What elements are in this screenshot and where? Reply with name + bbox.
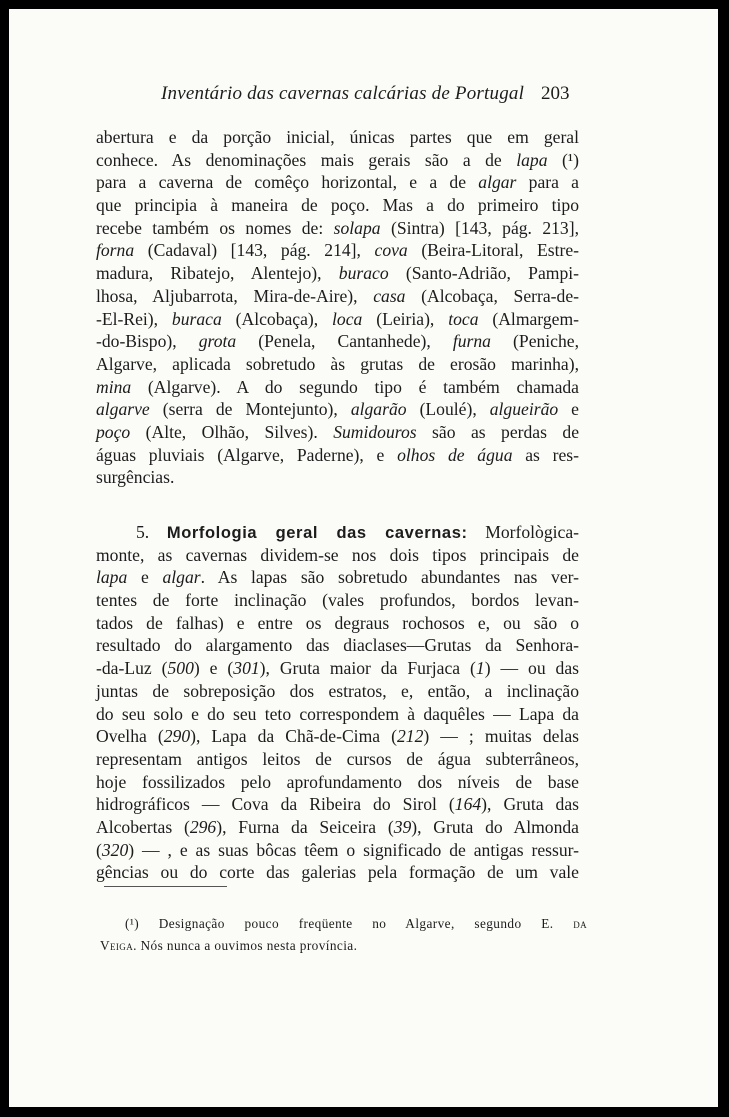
footnote-marker: (¹) (125, 916, 140, 931)
text-line: Ovelha (290), Lapa da Chã-de-Cima (212) — ; muitas delas (96, 726, 579, 747)
section-heading-line: 5. Morfologia geral das cavernas: Morfològica- (136, 522, 580, 542)
text-line: hoje fossilizados pelo aprofundamento dos níveis de base (96, 771, 579, 792)
running-header (9, 83, 718, 107)
text-line: (320) — , e as suas bôcas têem o significado de antigas ressur- (96, 839, 579, 860)
footnote-rule (104, 886, 227, 887)
paragraph-denominations (96, 126, 579, 489)
text-line: águas pluviais (Algarve, Paderne), e olhos de água as res- (96, 444, 579, 465)
text-line: Algarve, aplicada sobretudo às grutas de erosão marinha), (96, 353, 579, 374)
text-line: poço (Alte, Olhão, Silves). Sumidouros são as perdas de (96, 421, 579, 442)
text-line: tados de falhas) e entre os degraus rochosos e, ou são o (96, 612, 579, 633)
text-line: surgências. (96, 467, 175, 488)
text-line: conhece. As denominações mais gerais são a de lapa (¹) (96, 149, 579, 170)
section-morphology (96, 521, 579, 884)
footnote-line: (¹) Designação pouco freqüente no Algarve, segundo E. da (125, 916, 587, 931)
footnote (100, 913, 587, 957)
section-heading: Morfologia geral das cavernas: (166, 524, 468, 542)
text-line: -da-Luz (500) e (301), Gruta maior da Furjaca (1) — ou das (96, 658, 579, 679)
text-line: gências ou do corte das galerias pela formação de um vale (96, 862, 579, 883)
text-line: -do-Bispo), grota (Penela, Cantanhede), furna (Peniche, (96, 331, 579, 352)
text-line: tentes de forte inclinação (vales profundos, bordos levan- (96, 590, 579, 611)
text-line: madura, Ribatejo, Alentejo), buraco (Santo-Adrião, Pampi- (96, 263, 579, 284)
text-line: lhosa, Aljubarrota, Mira-de-Aire), casa (Alcobaça, Serra-de- (96, 285, 580, 306)
footnote-line: Veiga. Nós nunca a ouvimos nesta província. (100, 938, 358, 953)
section-number: 5. (136, 522, 167, 542)
book-page (9, 9, 718, 1107)
text-line: recebe também os nomes de: solapa (Sintra) [143, pág. 213], (96, 217, 579, 238)
text-line: que principia à maneira de poço. Mas a do primeiro tipo (96, 195, 579, 216)
text-line: juntas de sobreposição dos estratos, e, então, a inclinação (96, 680, 579, 701)
body-text (96, 126, 579, 884)
text-line: monte, as cavernas dividem-se nos dois tipos principais de (96, 544, 579, 565)
text-line: hidrográficos — Cova da Ribeira do Sirol (164), Gruta das (96, 794, 579, 815)
text-line: Alcobertas (296), Furna da Seiceira (39), Gruta do Almonda (96, 816, 579, 837)
text-line: representam antigos leitos de cursos de água subterrâneos, (96, 748, 579, 769)
text-line: para a caverna de comêço horizontal, e a de algar para a (96, 172, 579, 193)
page-number: 203 (541, 83, 570, 104)
text-line: mina (Algarve). A do segundo tipo é também chamada (96, 376, 579, 397)
text-line: algarve (serra de Montejunto), algarão (Loulé), algueirão e (96, 399, 579, 420)
text-line: do seu solo e do seu teto correspondem à daquêles — Lapa da (96, 703, 579, 724)
running-title: Inventário das cavernas calcárias de Portugal (161, 83, 525, 104)
text-line: -El-Rei), buraca (Alcobaça), loca (Leiria), toca (Almargem- (96, 308, 580, 329)
text-line: resultado do alargamento das diaclases—Grutas da Senhora- (96, 635, 579, 656)
text-line: forna (Cadaval) [143, pág. 214], cova (Beira-Litoral, Estre- (96, 240, 579, 261)
text-line: abertura e da porção inicial, únicas partes que em geral (96, 127, 579, 147)
text-line: lapa e algar. As lapas são sobretudo abundantes nas ver- (96, 567, 580, 588)
